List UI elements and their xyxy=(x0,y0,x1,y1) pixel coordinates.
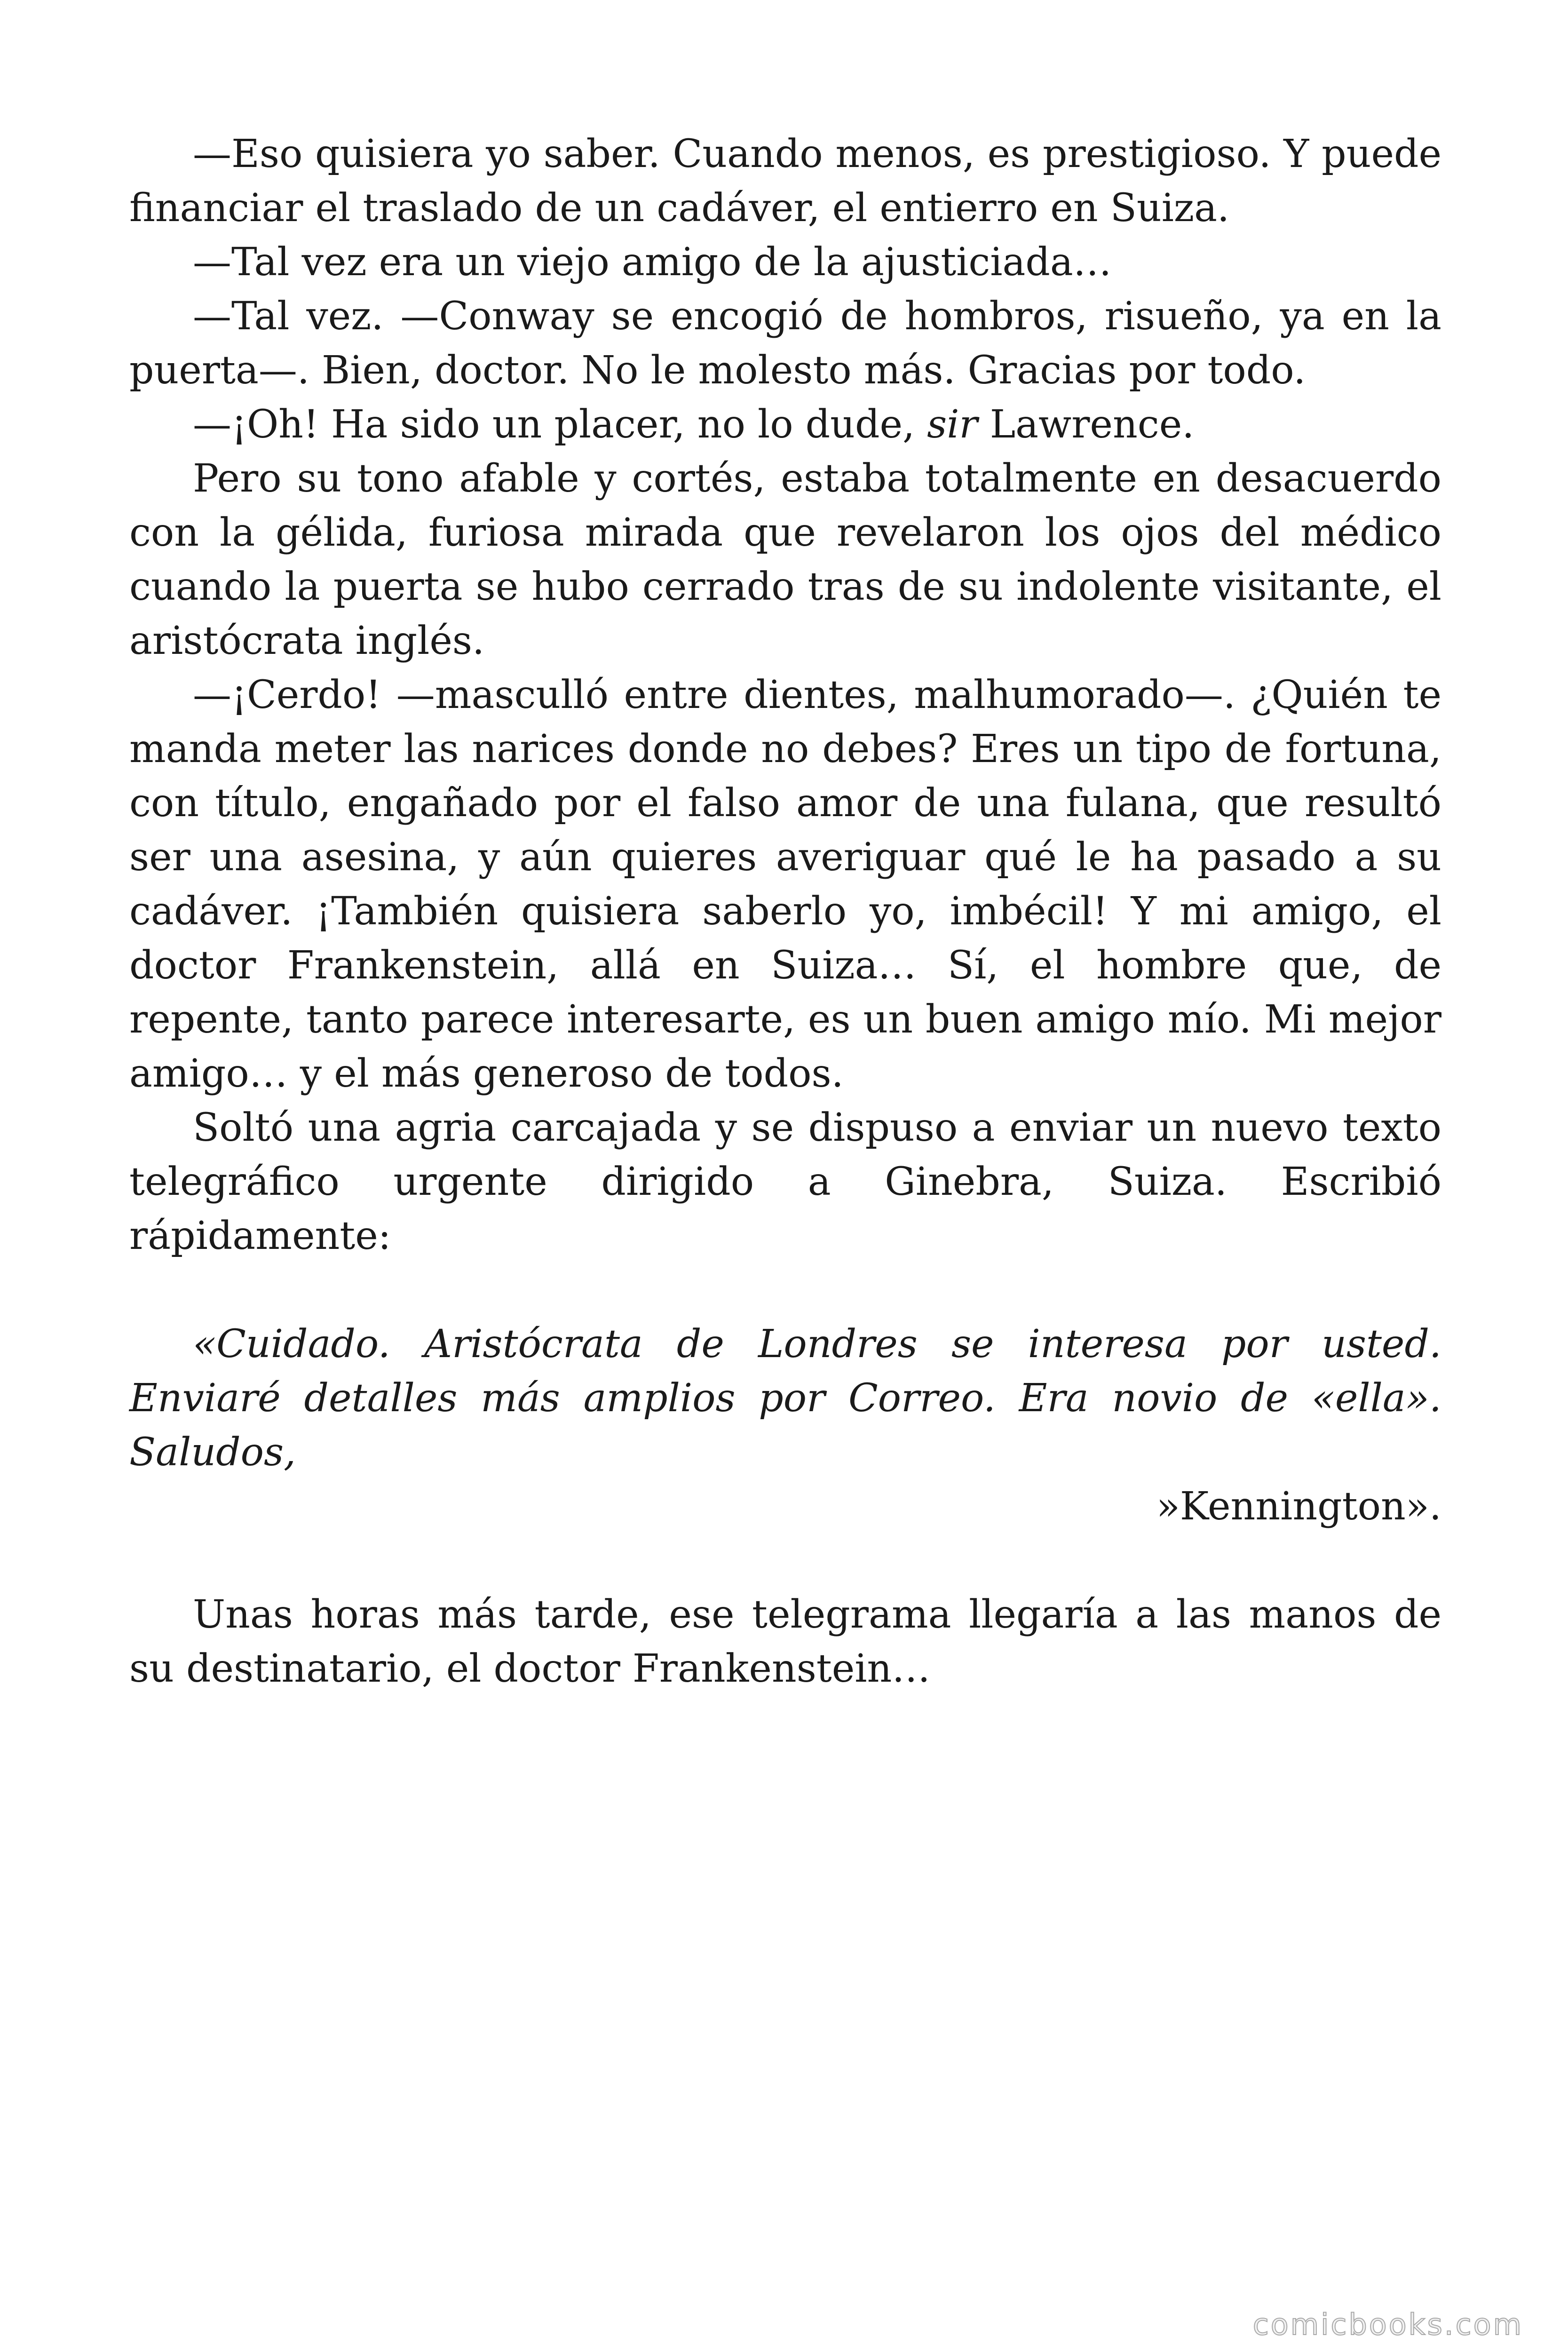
telegram-body: «Cuidado. Aristócrata de Londres se interesa por usted. Enviaré detalles más amplios por Correo. Era novio de «ella». Saludos, xyxy=(129,1322,1441,1475)
paragraph-unas-horas: Unas horas más tarde, ese telegrama llegaría a las manos de su destinatario, el doctor Frankenstein… xyxy=(129,1592,1441,1691)
paragraph-oh-placer xyxy=(129,397,1441,452)
paragraph-solto: Soltó una agria carcajada y se dispuso a enviar un nuevo texto telegráfico urgente dirigido a Ginebra, Suiza. Escribió rápidamente: xyxy=(129,1105,1441,1258)
paragraph-tal-vez-amigo: —Tal vez era un viejo amigo de la ajusticiada… xyxy=(193,240,1112,285)
oh-text-start: —¡Oh! Ha sido un placer, no lo dude, xyxy=(193,402,927,447)
oh-text-italic-sir: sir xyxy=(927,402,978,447)
paragraph-pero-su-tono: Pero su tono afable y cortés, estaba totalmente en desacuerdo con la gélida, furiosa mirada que revelaron los ojos del médico cuando la puerta se hubo cerrado tras de su indolente visitante, el aristócrata inglés. xyxy=(129,456,1441,663)
telegram-signature: »Kennington». xyxy=(1156,1484,1441,1529)
watermark-text: comicbooks.com xyxy=(1252,2307,1523,2342)
telegram-block xyxy=(129,1317,1441,1534)
paragraph-tal-vez-conway: —Tal vez. —Conway se encogió de hombros, risueño, ya en la puerta—. Bien, doctor. No le molesto más. Gracias por todo. xyxy=(129,294,1441,393)
paragraph-eso-quisiera: —Eso quisiera yo saber. Cuando menos, es prestigioso. Y puede financiar el traslado de un cadáver, el entierro en Suiza. xyxy=(129,132,1441,230)
oh-text-end: Lawrence. xyxy=(977,402,1195,447)
text-column xyxy=(129,127,1441,1696)
paragraph-cerdo: —¡Cerdo! —masculló entre dientes, malhumorado—. ¿Quién te manda meter las narices donde no debes? Eres un tipo de fortuna, con título, engañado por el falso amor de una fulana, que resultó ser una asesina, y aún quieres averiguar qué le ha pasado a su cadáver. ¡También quisiera saberlo yo, imbécil! Y mi amigo, el doctor Frankenstein, allá en Suiza… Sí, el hombre que, de repente, tanto parece interesarte, es un buen amigo mío. Mi mejor amigo… y el más generoso de todos. xyxy=(129,673,1441,1096)
